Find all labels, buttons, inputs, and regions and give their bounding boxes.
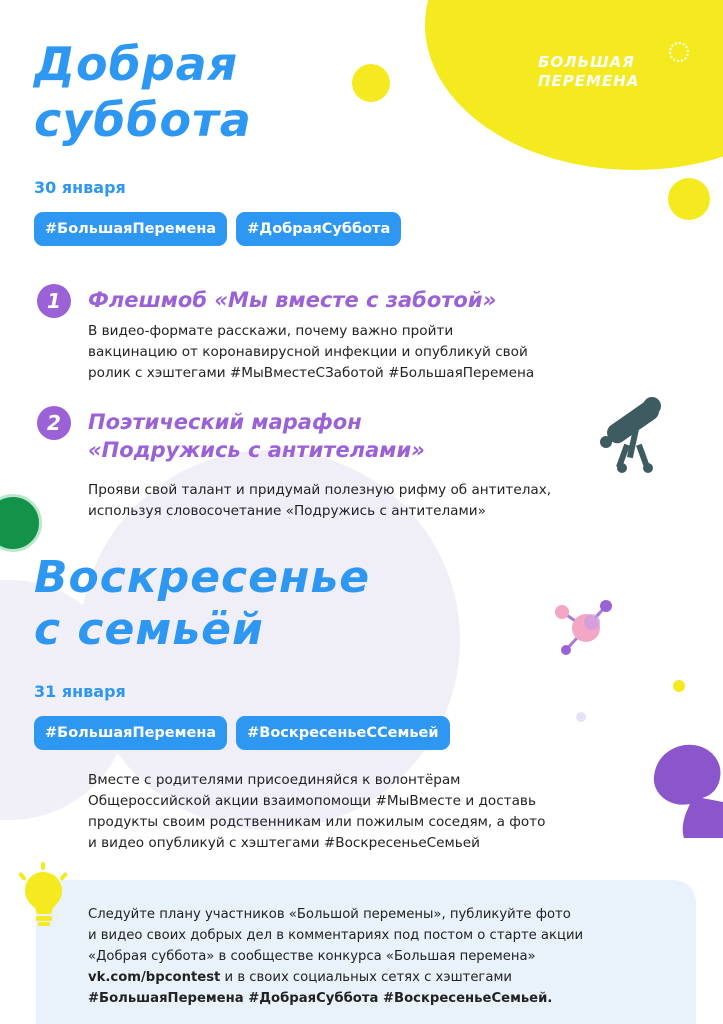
text-line: Вместе с родителями присоединяйся к волонтёрам: [88, 772, 461, 788]
saturday-title-line-2: суббота: [34, 93, 252, 147]
text-line: «Добрая суббота» в сообществе конкурса «Большая перемена»: [88, 949, 536, 964]
text-line: [88, 967, 583, 988]
text-line: и видео опубликуй с хэштегами #ВоскресеньеСемьей: [88, 835, 481, 851]
sunday-description: [88, 770, 545, 854]
sunday-title-line-2: с семьёй: [34, 604, 264, 655]
molecule-icon: [552, 598, 616, 662]
brand-line-1: БОЛЬШАЯ: [538, 53, 635, 71]
text-line: Следуйте плану участников «Большой перемены», публикуйте фото: [88, 907, 571, 922]
decor-lilac-dot: [576, 712, 586, 722]
item-description: [88, 480, 551, 522]
decor-yellow-dot: [352, 64, 390, 102]
sunday-title: [34, 552, 370, 656]
saturday-title-line-1: Добрая: [34, 37, 239, 91]
item-description: [88, 321, 534, 384]
lightbulb-icon: [16, 862, 70, 928]
item-title: [88, 286, 496, 314]
saturday-title: [34, 36, 252, 148]
link-suffix: и в своих социальных сетях с хэштегами: [220, 970, 512, 985]
decor-yellow-dot: [668, 178, 710, 220]
item-title-line: Флешмоб «Мы вместе с заботой»: [88, 288, 497, 312]
text-line: Прояви свой талант и придумай полезную рифму об антителах,: [88, 482, 552, 498]
text-line: используя словосочетание «Подружись с антителами»: [88, 503, 486, 519]
sunday-title-line-1: Воскресенье: [34, 552, 371, 603]
hashtag-badge: #БольшаяПеремена: [34, 212, 227, 246]
sunday-tags: [34, 716, 450, 750]
text-line: В видео-формате расскажи, почему важно пройти: [88, 323, 454, 339]
hashtag-badge: #ВоскресеньеССемьей: [236, 716, 449, 750]
decor-yellow-dot: [673, 680, 685, 692]
footer-hashtags: #БольшаяПеремена #ДобраяСуббота #ВоскресеньеСемьей.: [88, 991, 553, 1006]
item-title: [88, 408, 425, 464]
hashtag-badge: #ДобраяСуббота: [236, 212, 401, 246]
item-title-line: «Подружись с антителами»: [88, 438, 425, 462]
telescope-icon: [596, 394, 668, 474]
text-line: Общероссийской акции взаимопомощи #МыВместе и доставь: [88, 793, 536, 809]
brand-line-2: ПЕРЕМЕНА: [538, 72, 640, 90]
decor-green-circle: [0, 494, 42, 552]
text-line: и видео своих добрых дел в комментариях под постом о старте акции: [88, 928, 584, 943]
vk-link[interactable]: vk.com/bpcontest: [88, 970, 221, 985]
text-line: вакцинацию от коронавирусной инфекции и опубликуй свой: [88, 344, 528, 360]
footer-text: [88, 904, 583, 1009]
item-title-line: Поэтический марафон: [88, 410, 362, 434]
hashtag-badge: #БольшаяПеремена: [34, 716, 227, 750]
brand-logo: [538, 52, 688, 90]
text-line: ролик с хэштегами #МыВместеСЗаботой #БольшаяПеремена: [88, 365, 535, 381]
item-number-badge: 1: [37, 284, 71, 318]
item-number-badge: 2: [37, 406, 71, 440]
brand-ring-icon: [669, 42, 689, 62]
figure-icon: [650, 742, 723, 838]
saturday-date: 30 января: [34, 178, 126, 197]
saturday-tags: [34, 212, 401, 246]
text-line: продукты своим родственникам или пожилым соседям, а фото: [88, 814, 546, 830]
sunday-date: 31 января: [34, 682, 126, 701]
